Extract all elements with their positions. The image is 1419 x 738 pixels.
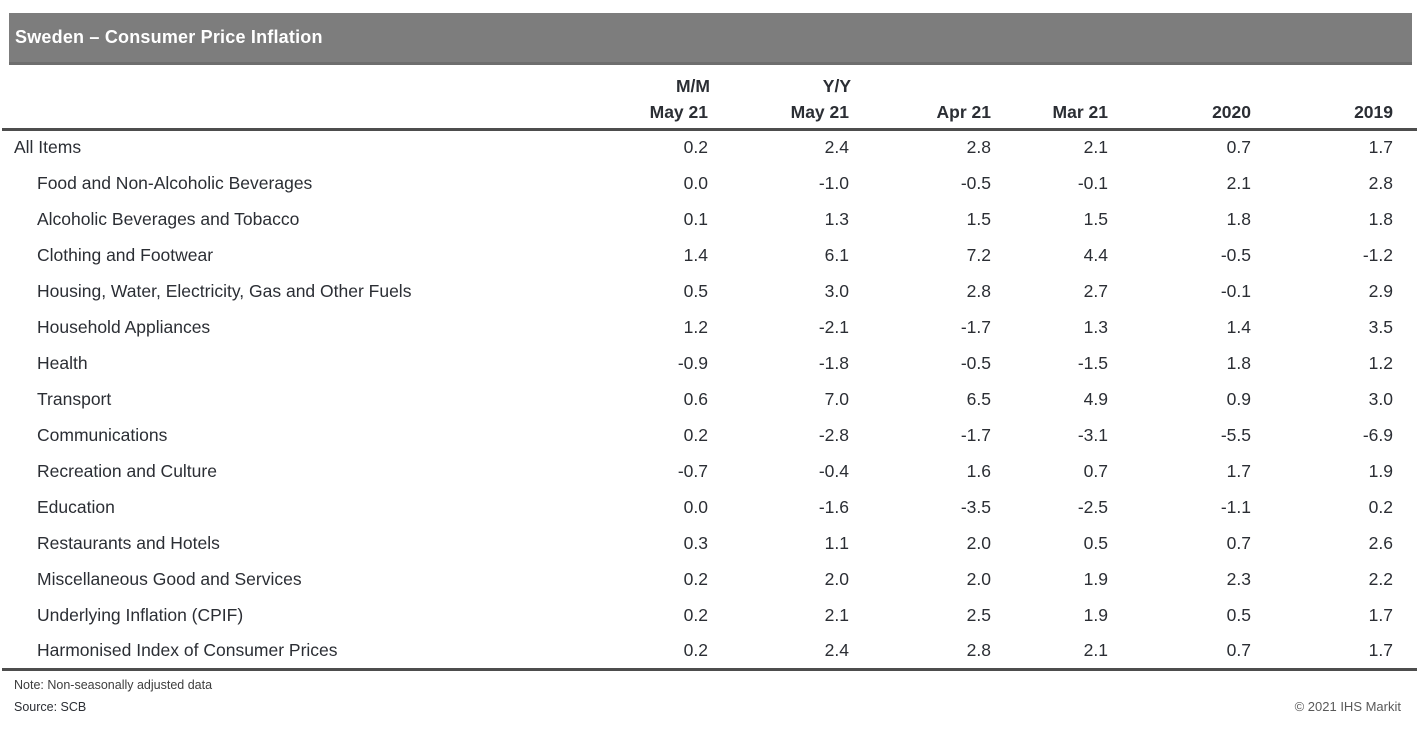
cell-value: 0.2	[683, 604, 708, 625]
cell-value: 3.0	[1368, 388, 1393, 409]
cell-value: 6.5	[966, 388, 991, 409]
cell-value: 2.5	[966, 604, 991, 625]
cell-value: 1.8	[1368, 208, 1393, 229]
cell-value: 1.4	[683, 244, 708, 265]
table-row	[2, 453, 1417, 489]
column-header: Mar 21	[993, 97, 1110, 129]
row-label: Miscellaneous Good and Services	[37, 568, 302, 589]
table-row	[2, 489, 1417, 525]
row-spacer	[1395, 129, 1417, 165]
cell-value: 1.7	[1226, 460, 1251, 481]
cell-value: 2.0	[824, 568, 849, 589]
table-row	[2, 381, 1417, 417]
row-label: Harmonised Index of Consumer Prices	[2, 633, 568, 669]
cell-value: -1.7	[960, 424, 991, 445]
cell-value: 0.7	[1226, 532, 1251, 553]
table-row	[2, 561, 1417, 597]
cell-value: 3.5	[1368, 316, 1393, 337]
cell-value: 0.2	[568, 633, 710, 669]
column-header-spacer	[2, 97, 568, 129]
cpi-table	[2, 71, 1417, 671]
table-row	[2, 633, 1417, 669]
cell-value: 1.5	[1083, 208, 1108, 229]
source-line	[14, 699, 1407, 714]
cell-value: -1.2	[1362, 244, 1393, 265]
cell-value: -3.5	[960, 496, 991, 517]
title-bar	[9, 13, 1412, 65]
cell-value: 1.9	[1368, 460, 1393, 481]
cell-value: 1.7	[1253, 633, 1395, 669]
cell-value: 2.1	[824, 604, 849, 625]
row-label: Housing, Water, Electricity, Gas and Other Fuels	[37, 280, 412, 301]
cell-value: 1.9	[1083, 604, 1108, 625]
cell-value: 1.7	[1368, 137, 1393, 158]
page-title: Sweden – Consumer Price Inflation	[15, 27, 323, 47]
cell-value: 1.8	[1226, 352, 1251, 373]
cell-value: -0.4	[818, 460, 849, 481]
cell-value: 7.2	[966, 244, 991, 265]
cell-value: 0.9	[1226, 388, 1251, 409]
cell-value: 3.0	[824, 280, 849, 301]
cell-value: -1.8	[818, 352, 849, 373]
cell-value: 1.4	[1226, 316, 1251, 337]
row-spacer	[1395, 561, 1417, 597]
cell-value: -1.1	[1220, 496, 1251, 517]
table-row	[2, 201, 1417, 237]
row-label: Health	[37, 352, 88, 373]
group-header-spacer	[2, 71, 568, 97]
cell-value: 1.2	[683, 316, 708, 337]
cell-value: 7.0	[824, 388, 849, 409]
column-header: 2019	[1253, 97, 1395, 129]
cell-value: -2.8	[818, 424, 849, 445]
table-row	[2, 273, 1417, 309]
cell-value: 2.3	[1226, 568, 1251, 589]
cell-value: 2.0	[966, 532, 991, 553]
cell-value: 2.2	[1368, 568, 1393, 589]
cell-value: -1.0	[818, 172, 849, 193]
group-header-row	[2, 71, 1417, 97]
cell-value: -3.1	[1077, 424, 1108, 445]
table-row	[2, 525, 1417, 561]
column-header: May 21	[710, 97, 851, 129]
table-row	[2, 237, 1417, 273]
copyright-text: © 2021 IHS Markit	[1294, 698, 1401, 714]
cell-value: 2.1	[1226, 172, 1251, 193]
table-row	[2, 345, 1417, 381]
cell-value: -2.1	[818, 316, 849, 337]
cell-value: 0.2	[683, 568, 708, 589]
row-label: Clothing and Footwear	[37, 244, 214, 265]
cell-value: 2.6	[1368, 532, 1393, 553]
cell-value: 1.9	[1083, 568, 1108, 589]
row-spacer	[1395, 273, 1417, 309]
row-label: Underlying Inflation (CPIF)	[37, 604, 244, 625]
cell-value: -1.7	[960, 316, 991, 337]
cell-value: 0.5	[683, 280, 708, 301]
column-header: May 21	[568, 97, 710, 129]
row-spacer	[1395, 525, 1417, 561]
row-spacer	[1395, 417, 1417, 453]
cell-value: 0.7	[1226, 137, 1251, 158]
column-header-spacer	[1395, 97, 1417, 129]
source-text: Source: SCB	[14, 699, 87, 714]
row-spacer	[1395, 201, 1417, 237]
group-header-mm: M/M	[675, 76, 710, 96]
row-label: Alcoholic Beverages and Tobacco	[37, 208, 300, 229]
row-spacer	[1395, 489, 1417, 525]
row-label: Household Appliances	[37, 316, 211, 337]
cell-value: 1.5	[966, 208, 991, 229]
table-row	[2, 597, 1417, 633]
group-header-spacer	[851, 71, 1417, 97]
row-label: Transport	[37, 388, 112, 409]
cell-value: 1.3	[1083, 316, 1108, 337]
row-label: Education	[37, 496, 115, 517]
row-spacer	[1395, 381, 1417, 417]
cell-value: 4.4	[1083, 244, 1108, 265]
footer	[14, 678, 1407, 714]
row-spacer	[1395, 453, 1417, 489]
row-spacer	[1395, 633, 1417, 669]
cell-value: -0.1	[1077, 172, 1108, 193]
table-header	[2, 71, 1417, 129]
cell-value: 0.7	[1110, 633, 1253, 669]
table-row	[2, 309, 1417, 345]
table-body	[2, 129, 1417, 669]
row-spacer	[1395, 597, 1417, 633]
row-label: Food and Non-Alcoholic Beverages	[37, 172, 313, 193]
cell-value: 1.2	[1368, 352, 1393, 373]
row-spacer	[1395, 165, 1417, 201]
cell-value: 0.2	[683, 137, 708, 158]
cell-value: 2.8	[851, 633, 993, 669]
cell-value: 0.5	[1226, 604, 1251, 625]
cell-value: 0.0	[683, 496, 708, 517]
cell-value: 2.8	[966, 280, 991, 301]
column-header: 2020	[1110, 97, 1253, 129]
cell-value: -0.7	[677, 460, 708, 481]
cell-value: 2.7	[1083, 280, 1108, 301]
cell-value: 0.6	[683, 388, 708, 409]
row-label: All Items	[14, 137, 82, 158]
column-header-row	[2, 97, 1417, 129]
cell-value: 1.8	[1226, 208, 1251, 229]
cell-value: -2.5	[1077, 496, 1108, 517]
row-spacer	[1395, 237, 1417, 273]
cell-value: -0.5	[960, 172, 991, 193]
cell-value: 0.3	[683, 532, 708, 553]
cell-value: -1.6	[818, 496, 849, 517]
cell-value: 2.8	[1368, 172, 1393, 193]
cell-value: -0.9	[677, 352, 708, 373]
cell-value: -6.9	[1362, 424, 1393, 445]
cell-value: -0.5	[1220, 244, 1251, 265]
cell-value: 2.9	[1368, 280, 1393, 301]
cell-value: 0.7	[1083, 460, 1108, 481]
cell-value: 0.2	[1368, 496, 1393, 517]
cell-value: 2.1	[1083, 137, 1108, 158]
cell-value: 0.5	[1083, 532, 1108, 553]
table-row	[2, 417, 1417, 453]
cell-value: 1.1	[824, 532, 849, 553]
row-spacer	[1395, 309, 1417, 345]
cell-value: -1.5	[1077, 352, 1108, 373]
cell-value: 1.6	[966, 460, 991, 481]
cell-value: 0.2	[683, 424, 708, 445]
cell-value: 0.1	[683, 208, 708, 229]
note-text: Note: Non-seasonally adjusted data	[14, 677, 213, 692]
cell-value: -5.5	[1220, 424, 1251, 445]
cell-value: 2.4	[824, 137, 849, 158]
cell-value: 1.7	[1368, 604, 1393, 625]
group-header-yy: Y/Y	[822, 76, 851, 96]
row-label: Restaurants and Hotels	[37, 532, 220, 553]
column-header: Apr 21	[851, 97, 993, 129]
row-spacer	[1395, 345, 1417, 381]
cell-value: 2.8	[966, 137, 991, 158]
cell-value: 0.0	[683, 172, 708, 193]
cell-value: 6.1	[824, 244, 849, 265]
cell-value: 1.3	[824, 208, 849, 229]
report-page	[0, 13, 1419, 738]
cell-value: -0.1	[1220, 280, 1251, 301]
cell-value: 2.4	[710, 633, 851, 669]
table-row	[2, 129, 1417, 165]
cell-value: 2.1	[993, 633, 1110, 669]
table-row	[2, 165, 1417, 201]
row-label: Recreation and Culture	[37, 460, 217, 481]
cell-value: 2.0	[966, 568, 991, 589]
cell-value: -0.5	[960, 352, 991, 373]
row-label: Communications	[37, 424, 168, 445]
cell-value: 4.9	[1083, 388, 1108, 409]
